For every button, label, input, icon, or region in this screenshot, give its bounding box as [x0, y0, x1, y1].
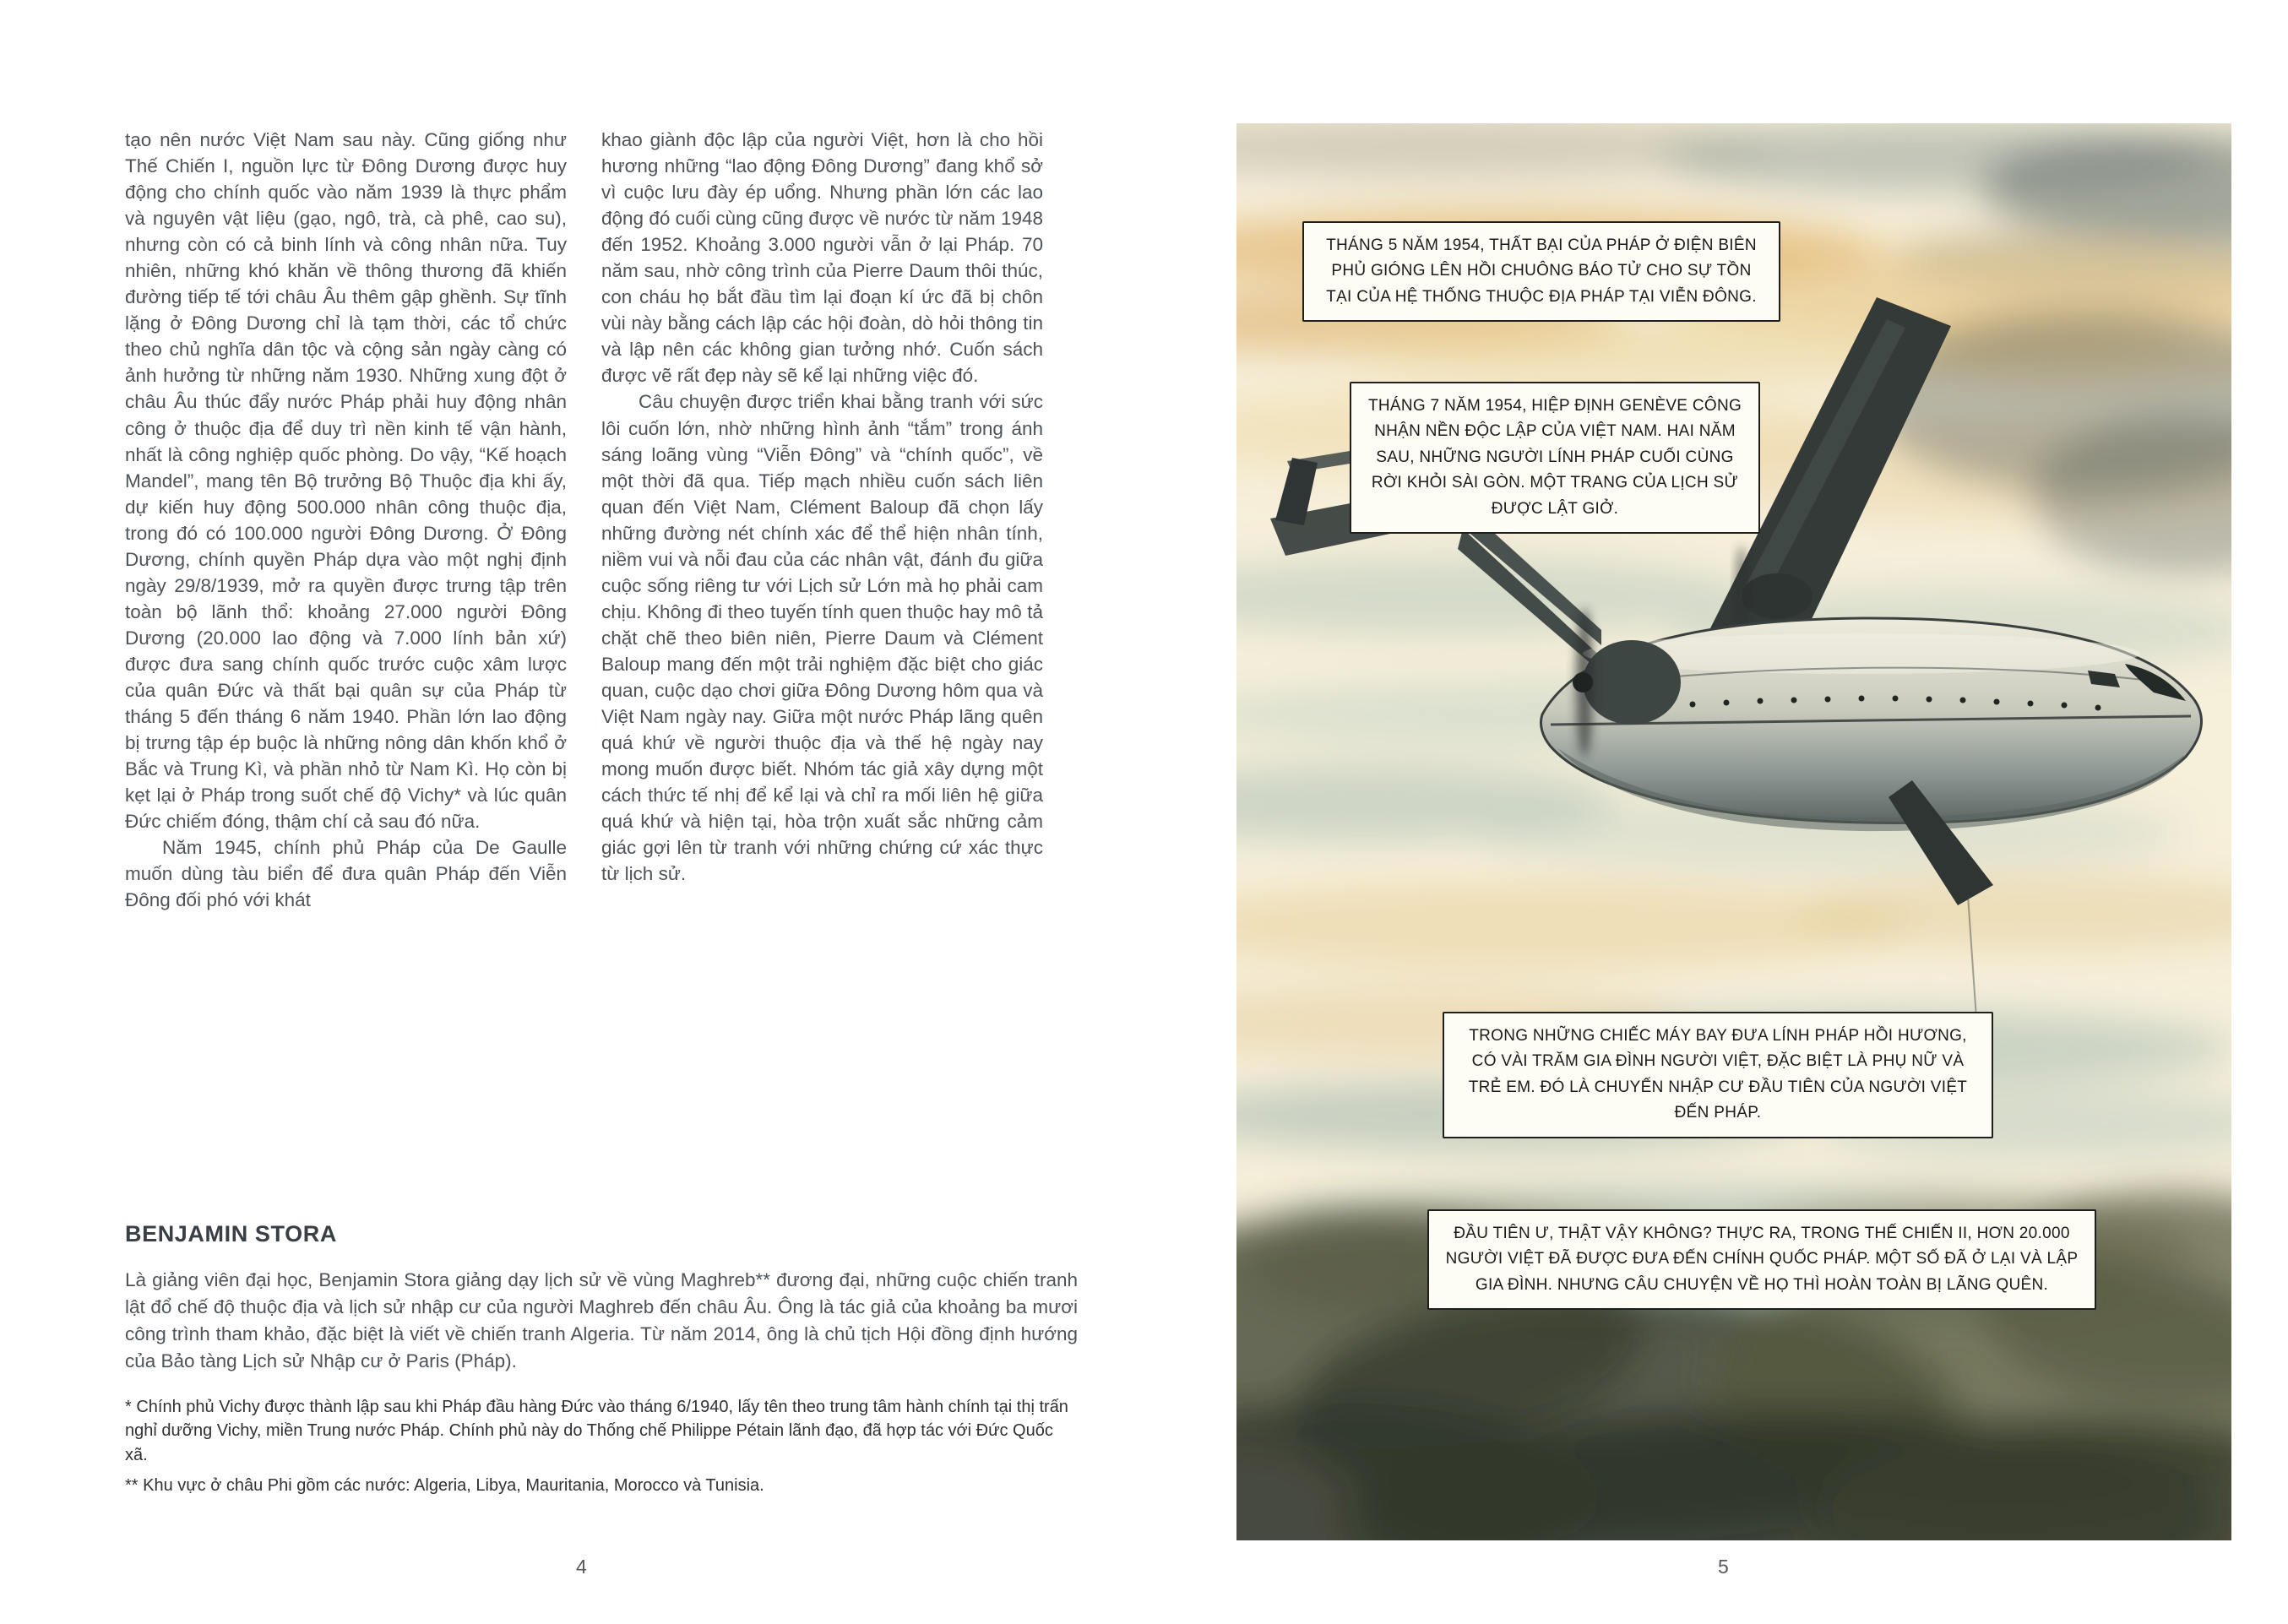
page-number-right: 5	[1718, 1556, 1729, 1578]
page-number-left: 4	[576, 1556, 587, 1578]
author-bio: Là giảng viên đại học, Benjamin Stora giảng dạy lịch sử về vùng Maghreb** đương đại, những cuộc chiến tranh lật đổ chế độ thuộc địa và lịch sử nhập cư của người Maghreb đến châu Âu. Ông là tác giả của khoảng ba mươi công trình tham khảo, đặc biệt là viết về chiến tranh Algeria. Từ năm 2014, ông là chủ tịch Hội đồng định hướng của Bảo tàng Lịch sử Nhập cư ở Paris (Pháp).	[125, 1269, 1078, 1371]
body-paragraph: Năm 1945, chính phủ Pháp của De Gaulle muốn dùng tàu biển để đưa quân Pháp đến Viễn Đông đối phó với khát	[125, 837, 567, 911]
footnote-maghreb: ** Khu vực ở châu Phi gồm các nước: Algeria, Libya, Mauritania, Morocco và Tunisia.	[125, 1476, 764, 1496]
propeller-spinner	[1573, 672, 1593, 693]
narration-caption: TRONG NHỮNG CHIẾC MÁY BAY ĐƯA LÍNH PHÁP HỒI HƯƠNG, CÓ VÀI TRĂM GIA ĐÌNH NGƯỜI VIỆT, ĐẶC BIỆT LÀ PHỤ NỮ VÀ TRẺ EM. ĐÓ LÀ CHUYẾN NHẬP CƯ ĐẦU TIÊN CỦA NGƯỜI VIỆT ĐẾN PHÁP.	[1443, 1012, 1993, 1138]
narration-caption: THÁNG 7 NĂM 1954, HIỆP ĐỊNH GENÈVE CÔNG NHẬN NỀN ĐỘC LẬP CỦA VIỆT NAM. HAI NĂM SAU, NHỮNG NGƯỜI LÍNH PHÁP CUỐI CÙNG RỜI KHỎI SÀI GÒN. MỘT TRANG CỦA LỊCH SỬ ĐƯỢC LẬT GIỞ.	[1350, 382, 1760, 534]
body-paragraph: Câu chuyện được triển khai bằng tranh với sức lôi cuốn lớn, nhờ những hình ảnh “tắm” trong ánh sáng loãng vùng “Viễn Đông” và “chính quốc”, về một thời đã qua. Tiếp mạch nhiều cuốn sách liên quan đến Việt Nam, Clément Baloup đã chọn lấy những đường nét chính xác để thể hiện nhân tính, niềm vui và nỗi đau của các nhân vật, đánh đu giữa cuộc sống riêng tư với Lịch sử Lớn mà họ phải cam chịu. Không đi theo tuyến tính quen thuộc hay mô tả chặt chẽ theo biên niên, Pierre Daum và Clément Baloup mang đến một trải nghiệm đặc biệt cho giác quan, cuộc dạo chơi giữa Đông Dương hôm qua và Việt Nam ngày nay. Giữa một nước Pháp lãng quên quá khứ về người thuộc địa và thế hệ ngày nay mong muốn được biết. Nhóm tác giả xây dựng một cách thức tế nhị để kể lại và chỉ ra mối liên hệ giữa quá khứ và hiện tại, hòa trộn xuất sắc những cảm giác gợi lên từ tranh với những chứng cứ xác thực từ lịch sử.	[601, 391, 1043, 885]
footnotes	[125, 1395, 1078, 1505]
section-heading: BENJAMIN STORA	[125, 1221, 337, 1247]
body-paragraph: khao giành độc lập của người Việt, hơn là cho hồi hương những “lao động Đông Dương” đang khổ sở vì cuộc lưu đày ép uổng. Nhưng phần lớn các lao động đó cuối cùng cũng được về nước từ năm 1948 đến 1952. Khoảng 3.000 người vẫn ở lại Pháp. 70 năm sau, nhờ công trình của Pierre Daum thôi thúc, con cháu họ bắt đầu tìm lại đoạn kí ức đã bị chôn vùi này bằng cách lập các hội đoàn, dò hỏi thông tin và lập nên các không gian tưởng nhớ. Cuốn sách được vẽ rất đẹp này sẽ kể lại những việc đó.	[601, 129, 1043, 387]
narration-caption: THÁNG 5 NĂM 1954, THẤT BẠI CỦA PHÁP Ở ĐIỆN BIÊN PHỦ GIÓNG LÊN HỒI CHUÔNG BÁO TỬ CHO SỰ TỒN TẠI CỦA HỆ THỐNG THUỘC ĐỊA PHÁP TẠI VIỄN ĐÔNG.	[1302, 221, 1780, 322]
comic-panel	[1236, 123, 2231, 1540]
footnote-vichy: * Chính phủ Vichy được thành lập sau khi Pháp đầu hàng Đức vào tháng 6/1940, lấy tên theo trung tâm hành chính tại thị trấn nghỉ dưỡng Vichy, miền Trung nước Pháp. Chính phủ này do Thống chế Philippe Pétain lãnh đạo, đã hợp tác với Đức Quốc xã.	[125, 1398, 1068, 1464]
watercolor-sky-illustration	[1236, 123, 2231, 1540]
text-column-1	[125, 127, 567, 913]
body-paragraph: tạo nên nước Việt Nam sau này. Cũng giống như Thế Chiến I, nguồn lực từ Đông Dương được huy động cho chính quốc vào năm 1939 là thực phẩm và nguyên vật liệu (gạo, ngô, trà, cà phê, cao su), nhưng còn có cả binh lính và công nhân nữa. Tuy nhiên, những khó khăn về thông thương đã khiến đường tiếp tế tới châu Âu thêm gập ghềnh. Sự tĩnh lặng ở Đông Dương chỉ là tạm thời, các tổ chức theo chủ nghĩa dân tộc và cộng sản ngày càng có ảnh hưởng từ những năm 1930. Những xung đột ở châu Âu thúc đẩy nước Pháp phải huy động nhân công ở thuộc địa để duy trì nền kinh tế vận hành, nhất là công nghiệp quốc phòng. Do vậy, “Kế hoạch Mandel”, mang tên Bộ trưởng Bộ Thuộc địa khi ấy, dự kiến huy động 500.000 nhân công thuộc địa, trong đó có 100.000 người Đông Dương. Ở Đông Dương, chính quyền Pháp dựa vào một nghị định ngày 29/8/1939, mở ra quyền được trưng tập trên toàn bộ lãnh thổ: khoảng 27.000 người Đông Dương (20.000 lao động và 7.000 lính bản xứ) được đưa sang chính quốc trước cuộc xâm lược của quân Đức và thất bại quân sự của Pháp từ tháng 5 đến tháng 6 năm 1940. Phần lớn lao động bị trưng tập ép buộc là những nông dân khốn khổ ở Bắc và Trung Kì, và phần nhỏ từ Nam Kì. Họ còn bị kẹt lại ở Pháp trong suốt chế độ Vichy* và lúc quân Đức chiếm đóng, thậm chí cả sau đó nữa.	[125, 129, 567, 833]
narration-caption: ĐẦU TIÊN Ư, THẬT VẬY KHÔNG? THỰC RA, TRONG THẾ CHIẾN II, HƠN 20.000 NGƯỜI VIỆT ĐÃ ĐƯỢC ĐƯA ĐẾN CHÍNH QUỐC PHÁP. MỘT SỐ ĐÃ Ở LẠI VÀ LẬP GIA ĐÌNH. NHƯNG CÂU CHUYỆN VỀ HỌ THÌ HOÀN TOÀN BỊ LÃNG QUÊN.	[1427, 1209, 2096, 1310]
text-column-2	[601, 127, 1043, 887]
